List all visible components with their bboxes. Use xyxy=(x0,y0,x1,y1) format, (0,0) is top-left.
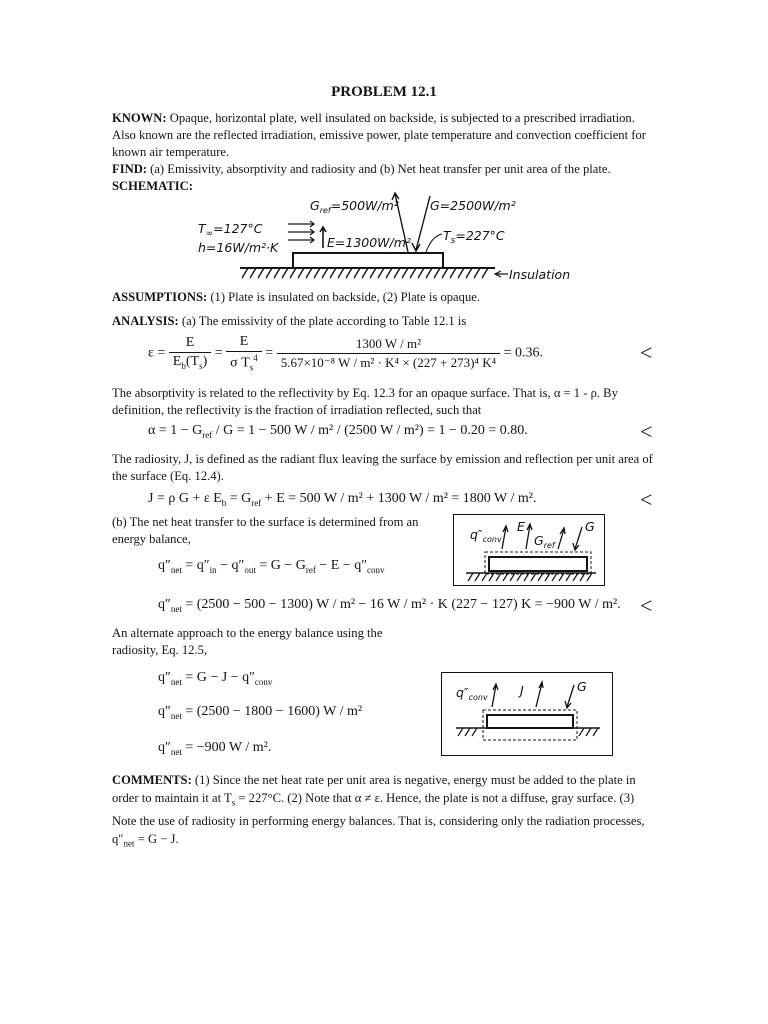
known-label: KNOWN: xyxy=(112,111,167,125)
energy-balance-equation: $q''_{net} = q''_{in} - q''_{out} = G - G_{ref} - E - q''_{conv}$ xyxy=(158,558,385,575)
net-heat-equation: $q''_{net} = (2500 - 500 - 1300)$ W / m² − 16 W / m² · K (227 − 127) K = −900 W / m². xyxy=(158,597,621,614)
radiosity-paragraph: The radiosity, J, is defined as the radiant flux leaving the surface by emission and reflection per unit area of the surface (Eq. 12.4). xyxy=(112,452,653,483)
comments-paragraph: COMMENTS: (1) Since the net heat rate per unit area is negative, energy must be added to the plate in order to maintain it at $T_s = 227^\circ C$. (2) Note that α ≠ ε. Hence, the plate is not a diffuse, gray surface. (3) Note the use of radiosity in performing energy balances. That is, considering only the radiation processes, $q''_{net} = G - J$. xyxy=(112,773,645,849)
known-text: Opaque, horizontal plate, well insulated on backside, is subjected to a prescribed irradiation. Also known are the reflected irradiation, emissive power, plate temperature and convection coefficient for known air temperature. xyxy=(112,111,646,159)
g-ref-label: $G_{ref}=500W/m^2$ xyxy=(310,198,399,215)
assumptions-label: ASSUMPTIONS: xyxy=(112,290,208,304)
answer-mark: < xyxy=(640,487,653,512)
g-label: G=2500W/m² xyxy=(430,198,516,213)
plate-shape xyxy=(293,253,443,268)
radiosity-balance-equation: $q''_{net} = G - J - q''_{conv}$ xyxy=(158,670,273,687)
assumptions-paragraph xyxy=(112,289,657,306)
answer-mark: < xyxy=(640,419,653,444)
analysis-text: (a) The emissivity of the plate according to Table 12.1 is xyxy=(181,314,467,328)
svg-text:E: E xyxy=(517,519,525,534)
find-paragraph xyxy=(112,161,657,178)
radiosity-substitution-equation: $q''_{net} = (2500 - 1800 - 1600)$ W / m² xyxy=(158,704,363,721)
svg-text:Gref: $G_{ref}$ xyxy=(534,533,555,550)
answer-mark: < xyxy=(640,593,653,618)
part-b-paragraph: (b) The net heat transfer to the surface is determined from an energy balance, xyxy=(112,515,419,546)
comments-label: COMMENTS: xyxy=(112,773,192,787)
energy-balance-diagram xyxy=(453,514,605,586)
svg-text:q″conv: $q''_{conv}$ xyxy=(456,685,488,702)
alternate-approach-paragraph: An alternate approach to the energy balance using the radiosity, Eq. 12.5, xyxy=(112,626,383,657)
analysis-label: ANALYSIS: xyxy=(112,314,179,328)
h-label: h=16W/m²·K xyxy=(198,240,279,255)
schematic-diagram xyxy=(190,190,610,290)
t-s-label: $T_s=227^\circ C$ xyxy=(443,228,505,246)
answer-mark: < xyxy=(640,340,653,365)
svg-text:J: J xyxy=(520,683,524,698)
schematic-label: SCHEMATIC: xyxy=(112,179,193,193)
svg-text:G: G xyxy=(577,679,587,694)
e-label: E=1300W/m² xyxy=(327,235,411,250)
t-inf-label: $T_\infty=127^\circ C$ xyxy=(198,221,263,239)
known-paragraph xyxy=(112,110,657,161)
svg-text:G: G xyxy=(585,519,595,534)
radiosity-sketch xyxy=(442,673,612,755)
radiosity-diagram xyxy=(441,672,613,756)
radiosity-equation: J = ρ G + ε $E_b = G_{ref} + E = 500$ W / m² + 1300 W / m² = 1800 W / m². xyxy=(148,491,537,508)
svg-text:q″conv: $q''_{conv}$ xyxy=(470,527,502,544)
emissivity-equation: ε = $\frac{E}{E_b(T_s)}$ = $\frac{E}{\sigma T_s^4}$ = $\frac{\text{1300 W / m²}}{\text{5.67×10⁻⁸ W / m² · K⁴ × (227 + 273)⁴ K⁴}}$ = 0.36. xyxy=(148,334,544,373)
analysis-paragraph xyxy=(112,313,657,330)
find-label: FIND: xyxy=(112,162,147,176)
find-text: (a) Emissivity, absorptivity and radiosity and (b) Net heat transfer per unit area of the plate. xyxy=(150,162,611,176)
absorptivity-equation: $\alpha = 1 - G_{ref} / G = 1 - 500$ W / m² / (2500 W / m²) = 1 − 0.20 = 0.80. xyxy=(148,423,528,440)
absorptivity-paragraph: The absorptivity is related to the reflectivity by Eq. 12.3 for an opaque surface. That is, α = 1 - ρ. By definition, the reflectivity is the fraction of irradiation reflected, such that xyxy=(112,386,618,417)
energy-balance-sketch xyxy=(454,515,604,585)
insulation-label: Insulation xyxy=(509,267,571,282)
assumptions-text: (1) Plate is insulated on backside, (2) Plate is opaque. xyxy=(210,290,480,304)
radiosity-result-equation: $q''_{net} = -900$ W / m². xyxy=(158,740,272,757)
page-title: PROBLEM 12.1 xyxy=(331,84,437,100)
